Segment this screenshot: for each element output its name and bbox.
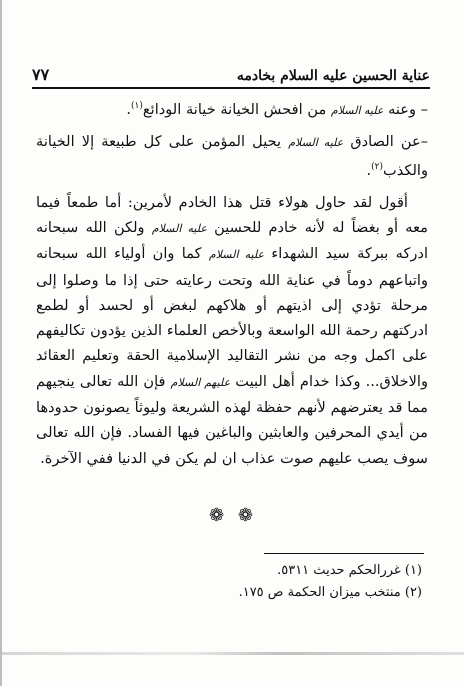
header-rule (32, 87, 430, 89)
main-paragraph (36, 190, 428, 471)
footnote-ref-2: (٢) (371, 162, 383, 173)
honorific-symbol: عليه السلام (208, 248, 265, 262)
quote-1-text: من افحش الخيانة خيانة الودائع (142, 100, 327, 118)
paragraph-part-2: ولكن الله سبحانه ادركه ببركة سيد الشهداء (36, 218, 429, 263)
quote-2 (36, 129, 428, 183)
page-header (32, 62, 430, 84)
quote-2-lead: –عن الصادق (350, 133, 429, 151)
running-title: عناية الحسين عليه السلام بخادمه (236, 68, 430, 84)
quote-2-text: يحيل المؤمن على كل طبيعة إلا الخيانة والكذب (36, 133, 428, 180)
quote-2-end: . (366, 162, 372, 180)
paragraph-part-4: فإن الله تعالى ينجيهم مما قد يعترضهم لأنهم حفظة لهذه الشريعة وليوثاً يصونون حدودها من أيدي المحرفين والعابثين والباغين فيها الفساد. فإن الله تعالى سوف يصب عليهم صوت عذاب ان لم يكن في الدنيا ففي الآخرة. (36, 372, 428, 467)
footnote-ref-1: (١) (131, 101, 143, 111)
footnote-2: (٢) منتخب ميزان الحكمة ص ١٧٥. (238, 585, 422, 600)
scan-edge-mark (2, 652, 464, 655)
footnotes (42, 560, 422, 604)
footnote-rule (264, 553, 424, 554)
honorific-symbol: عليه السلام (288, 136, 344, 150)
honorific-symbol: عليه السلام (330, 103, 384, 117)
paragraph-part-1: أقول لقد حاول هولاء قتل هذا الخادم لأمرين: أما طمعاً فيما معه أو بغضاً له لأنه خادم للحسين (36, 193, 428, 236)
footnote-1: (١) غررالحكم حديث ٥٣١١. (277, 563, 422, 578)
honorific-symbol: عليه السلام (151, 221, 207, 235)
quote-1-end: . (126, 100, 132, 118)
page-body (36, 94, 428, 471)
section-ornament: ❁ ❁ (209, 505, 257, 526)
quote-1 (36, 94, 428, 123)
quote-1-lead: – وعنه (388, 100, 428, 118)
page-number: ٧٧ (32, 65, 50, 84)
honorific-symbol: عليهم السلام (170, 375, 231, 389)
paragraph-part-3: كما وان أولياء الله سبحانه واتباعهم دوماً في عناية الله وتحت رعايته حتى إذا ما وصلوا إلى مرحلة تؤدي إلى اذيتهم أو هلاكهم لبغض أو لحسد أو لطمع ادركتهم رحمة الله الواسعة وبالأخص العلماء الذين يؤدون تكاليفهم على اكمل وجه من نشر التقاليد الإسلامية الحقة وتعليم العقائد والاخلاق... وكذا خدام أهل البيت (36, 245, 429, 390)
